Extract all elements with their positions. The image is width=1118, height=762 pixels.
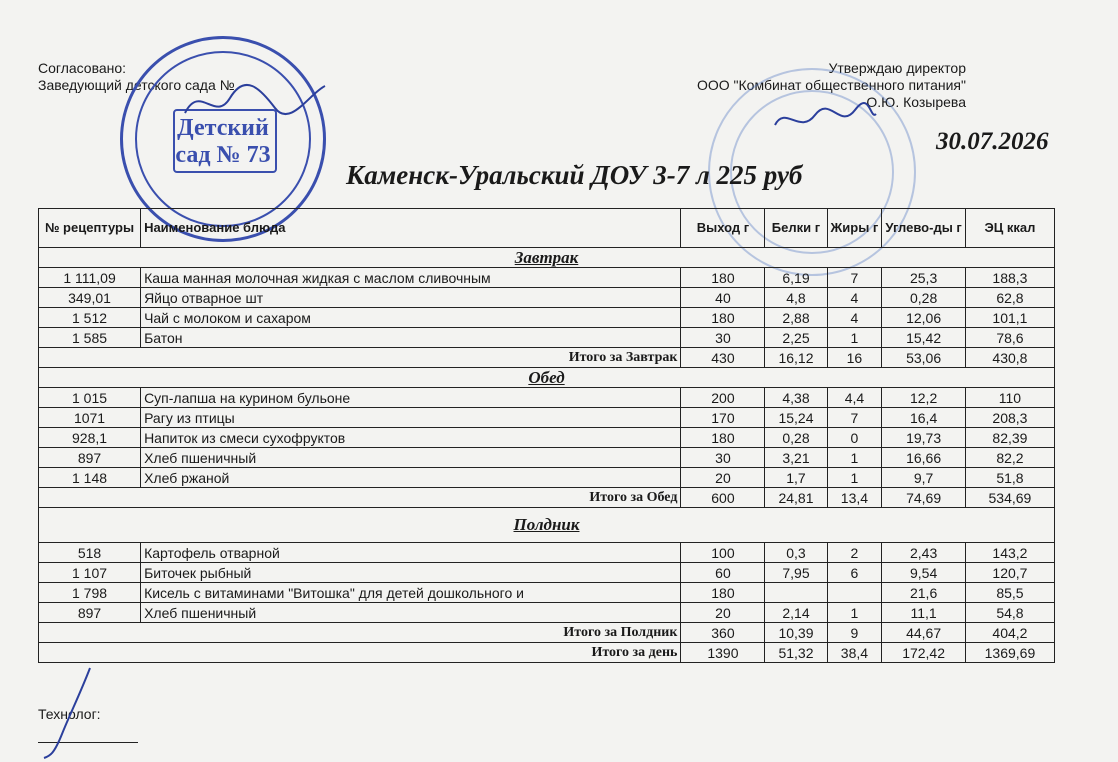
day-total-fat: 38,4 [827, 643, 882, 663]
total-fat: 13,4 [827, 488, 882, 508]
table-header-row [39, 209, 1055, 248]
total-row-lunch [39, 488, 1055, 508]
table-row [39, 563, 1055, 583]
table-row [39, 328, 1055, 348]
cell-protein: 0,28 [765, 428, 827, 448]
cell-carbs: 12,2 [882, 388, 966, 408]
cell-energy: 188,3 [965, 268, 1054, 288]
col-header-code: № рецептуры [39, 209, 141, 248]
total-carbs: 74,69 [882, 488, 966, 508]
cell-fat: 1 [827, 328, 882, 348]
cell-protein: 3,21 [765, 448, 827, 468]
menu-date: 30.07.2026 [936, 128, 1049, 155]
cell-name: Чай с молоком и сахаром [141, 308, 681, 328]
cell-output: 180 [681, 583, 765, 603]
total-output: 360 [681, 623, 765, 643]
cell-energy: 101,1 [965, 308, 1054, 328]
cell-name: Батон [141, 328, 681, 348]
cell-energy: 54,8 [965, 603, 1054, 623]
cell-carbs: 9,54 [882, 563, 966, 583]
total-label: Итого за Завтрак [39, 348, 681, 368]
director-name: О.Ю. Козырева [866, 94, 966, 110]
cell-code: 1 512 [39, 308, 141, 328]
cell-output: 170 [681, 408, 765, 428]
cell-name: Хлеб пшеничный [141, 448, 681, 468]
table-row [39, 408, 1055, 428]
agreed-label: Согласовано: [38, 60, 127, 76]
table-row [39, 468, 1055, 488]
company-name: ООО "Комбинат общественного питания" [697, 77, 966, 93]
section-title-lunch: Обед [39, 368, 1055, 388]
col-header-output: Выход г [681, 209, 765, 248]
cell-protein: 1,7 [765, 468, 827, 488]
cell-fat [827, 583, 882, 603]
total-energy: 534,69 [965, 488, 1054, 508]
cell-energy: 51,8 [965, 468, 1054, 488]
cell-code: 1 111,09 [39, 268, 141, 288]
cell-name: Напиток из смеси сухофруктов [141, 428, 681, 448]
cell-output: 100 [681, 543, 765, 563]
cell-protein: 4,8 [765, 288, 827, 308]
cell-fat: 4 [827, 308, 882, 328]
cell-carbs: 16,4 [882, 408, 966, 428]
total-carbs: 53,06 [882, 348, 966, 368]
signature-left [180, 78, 330, 128]
cell-output: 30 [681, 328, 765, 348]
cell-carbs: 15,42 [882, 328, 966, 348]
section-row [39, 368, 1055, 388]
cell-protein: 0,3 [765, 543, 827, 563]
cell-code: 1071 [39, 408, 141, 428]
cell-name: Рагу из птицы [141, 408, 681, 428]
total-row-day [39, 643, 1055, 663]
cell-code: 1 585 [39, 328, 141, 348]
cell-protein: 6,19 [765, 268, 827, 288]
cell-protein: 7,95 [765, 563, 827, 583]
menu-title: Каменск-Уральский ДОУ 3-7 л 225 руб [346, 160, 803, 190]
cell-code: 897 [39, 448, 141, 468]
cell-output: 20 [681, 603, 765, 623]
cell-fat: 7 [827, 408, 882, 428]
total-fat: 16 [827, 348, 882, 368]
cell-energy: 120,7 [965, 563, 1054, 583]
cell-protein: 2,14 [765, 603, 827, 623]
cell-fat: 1 [827, 468, 882, 488]
total-protein: 16,12 [765, 348, 827, 368]
cell-fat: 4,4 [827, 388, 882, 408]
table-row [39, 308, 1055, 328]
total-output: 430 [681, 348, 765, 368]
cell-energy: 208,3 [965, 408, 1054, 428]
cell-output: 180 [681, 268, 765, 288]
cell-protein: 15,24 [765, 408, 827, 428]
cell-carbs: 21,6 [882, 583, 966, 603]
cell-energy: 78,6 [965, 328, 1054, 348]
cell-code: 1 107 [39, 563, 141, 583]
cell-fat: 4 [827, 288, 882, 308]
cell-name: Хлеб ржаной [141, 468, 681, 488]
cell-output: 180 [681, 308, 765, 328]
table-row [39, 428, 1055, 448]
cell-output: 30 [681, 448, 765, 468]
table-row [39, 583, 1055, 603]
cell-fat: 1 [827, 448, 882, 468]
total-energy: 430,8 [965, 348, 1054, 368]
col-header-fat: Жиры г [827, 209, 882, 248]
cell-name: Картофель отварной [141, 543, 681, 563]
total-row-breakfast [39, 348, 1055, 368]
approve-director-label: Утверждаю директор [828, 60, 966, 76]
cell-code: 897 [39, 603, 141, 623]
cell-name: Кисель с витаминами "Витошка" для детей дошкольного и [141, 583, 681, 603]
signature-right [770, 100, 880, 140]
section-title-breakfast: Завтрак [39, 248, 1055, 268]
section-row [39, 248, 1055, 268]
cell-name: Суп-лапша на курином бульоне [141, 388, 681, 408]
table-row [39, 268, 1055, 288]
cell-carbs: 9,7 [882, 468, 966, 488]
cell-energy: 143,2 [965, 543, 1054, 563]
col-header-protein: Белки г [765, 209, 827, 248]
total-label: Итого за Обед [39, 488, 681, 508]
cell-name: Каша манная молочная жидкая с маслом сливочным [141, 268, 681, 288]
cell-fat: 1 [827, 603, 882, 623]
head-of-kindergarten-label: Заведующий детского сада № [38, 77, 235, 93]
total-protein: 10,39 [765, 623, 827, 643]
cell-energy: 82,39 [965, 428, 1054, 448]
table-row [39, 288, 1055, 308]
cell-protein [765, 583, 827, 603]
cell-fat: 6 [827, 563, 882, 583]
cell-carbs: 0,28 [882, 288, 966, 308]
cell-carbs: 16,66 [882, 448, 966, 468]
total-output: 600 [681, 488, 765, 508]
table-row [39, 603, 1055, 623]
total-carbs: 44,67 [882, 623, 966, 643]
day-total-output: 1390 [681, 643, 765, 663]
cell-output: 180 [681, 428, 765, 448]
cell-energy: 85,5 [965, 583, 1054, 603]
cell-carbs: 2,43 [882, 543, 966, 563]
signature-technologist [40, 664, 100, 760]
cell-name: Биточек рыбный [141, 563, 681, 583]
cell-output: 20 [681, 468, 765, 488]
section-row [39, 508, 1055, 543]
cell-code: 928,1 [39, 428, 141, 448]
cell-carbs: 11,1 [882, 603, 966, 623]
cell-output: 40 [681, 288, 765, 308]
cell-energy: 82,2 [965, 448, 1054, 468]
section-title-snack: Полдник [39, 508, 1055, 543]
col-header-name: Наименование блюда [141, 209, 681, 248]
total-protein: 24,81 [765, 488, 827, 508]
cell-protein: 4,38 [765, 388, 827, 408]
technologist-label: Технолог: [38, 706, 101, 722]
table-row [39, 543, 1055, 563]
cell-energy: 110 [965, 388, 1054, 408]
day-total-energy: 1369,69 [965, 643, 1054, 663]
table-row [39, 448, 1055, 468]
day-total-label: Итого за день [39, 643, 681, 663]
menu-table [38, 208, 1055, 663]
total-fat: 9 [827, 623, 882, 643]
seal-text: Детский сад № 73 [175, 115, 271, 168]
table-row [39, 388, 1055, 408]
cell-protein: 2,25 [765, 328, 827, 348]
cell-code: 518 [39, 543, 141, 563]
total-row-snack [39, 623, 1055, 643]
cell-carbs: 25,3 [882, 268, 966, 288]
cell-name: Яйцо отварное шт [141, 288, 681, 308]
cell-code: 1 015 [39, 388, 141, 408]
cell-code: 349,01 [39, 288, 141, 308]
total-energy: 404,2 [965, 623, 1054, 643]
cell-code: 1 798 [39, 583, 141, 603]
cell-output: 200 [681, 388, 765, 408]
col-header-energy: ЭЦ ккал [965, 209, 1054, 248]
total-label: Итого за Полдник [39, 623, 681, 643]
cell-code: 1 148 [39, 468, 141, 488]
cell-carbs: 19,73 [882, 428, 966, 448]
cell-fat: 2 [827, 543, 882, 563]
cell-name: Хлеб пшеничный [141, 603, 681, 623]
day-total-carbs: 172,42 [882, 643, 966, 663]
day-total-protein: 51,32 [765, 643, 827, 663]
col-header-carbs: Углево-ды г [882, 209, 966, 248]
cell-fat: 0 [827, 428, 882, 448]
cell-fat: 7 [827, 268, 882, 288]
cell-output: 60 [681, 563, 765, 583]
cell-carbs: 12,06 [882, 308, 966, 328]
cell-energy: 62,8 [965, 288, 1054, 308]
cell-protein: 2,88 [765, 308, 827, 328]
